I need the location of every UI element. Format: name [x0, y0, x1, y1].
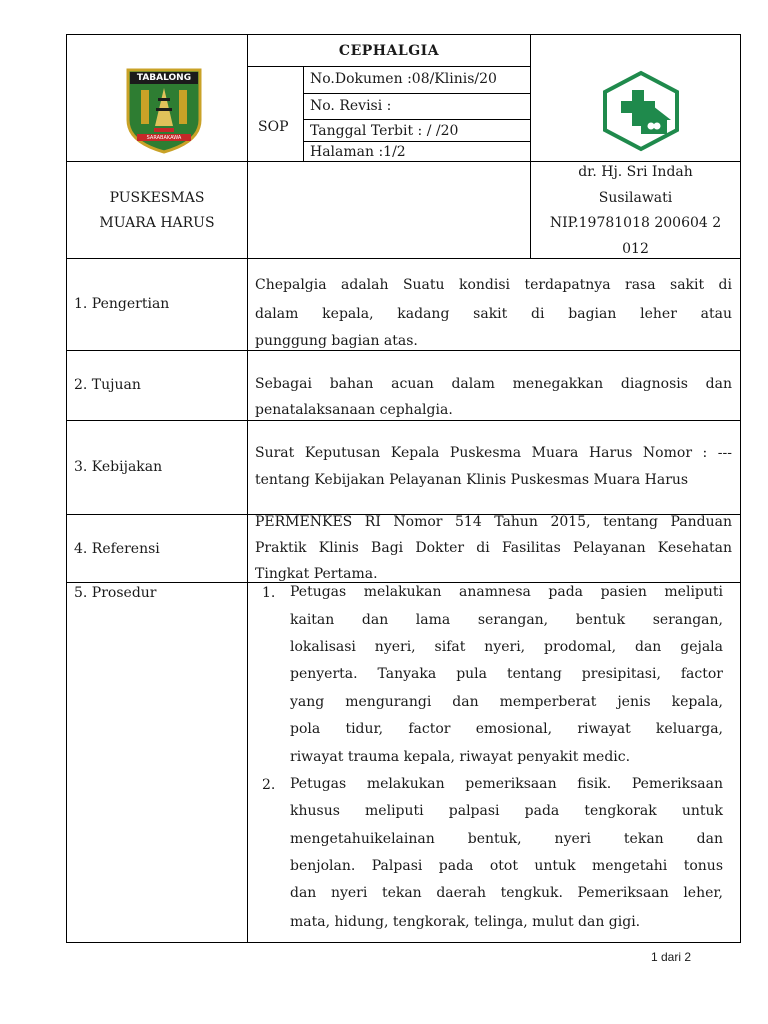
prosedur-item1-line7: riwayat trauma kepala, riwayat penyakit medic. — [290, 749, 631, 765]
prosedur-item1-number: 1. — [262, 585, 276, 601]
sop-label: SOP — [258, 119, 289, 135]
prosedur-item2-line2: khusus meliputi palpasi pada tengkorak untuk — [290, 803, 723, 819]
prosedur-item1-line4: penyerta. Tanyaka pula tentang presipitasi, factor — [290, 666, 723, 682]
referensi-line1: PERMENKES RI Nomor 514 Tahun 2015, tentang Panduan — [255, 514, 732, 530]
left-logo-banner: SARABAKAWA — [146, 135, 182, 141]
kebijakan-label: 3. Kebijakan — [74, 459, 163, 475]
document-title: CEPHALGIA — [338, 43, 440, 59]
page-number: Halaman :1/2 — [310, 144, 406, 160]
issue-date: Tanggal Terbit : / /20 — [310, 123, 459, 139]
doc-number: No.Dokumen :08/Klinis/20 — [310, 71, 497, 87]
revision-number: No. Revisi : — [310, 98, 392, 114]
prosedur-item2-line6: mata, hidung, tengkorak, telinga, mulut dan gigi. — [290, 914, 641, 930]
pengertian-line3: punggung bagian atas. — [255, 333, 418, 349]
kebijakan-line1: Surat Keputusan Kepala Puskesma Muara Harus Nomor : --- — [255, 445, 732, 461]
org-name-line2: MUARA HARUS — [99, 215, 215, 231]
tujuan-label: 2. Tujuan — [74, 377, 141, 393]
signer-nip-line2: 012 — [622, 241, 649, 257]
referensi-label: 4. Referensi — [74, 541, 160, 557]
prosedur-item2-line1: Petugas melakukan pemeriksaan fisik. Pemeriksaan — [290, 776, 723, 792]
left-logo — [125, 68, 203, 154]
signer-name-line2: Susilawati — [598, 190, 673, 206]
prosedur-item1-line1: Petugas melakukan anamnesa pada pasien meliputi — [290, 584, 723, 600]
left-logo-title: TABALONG — [136, 73, 192, 83]
referensi-line2: Praktik Klinis Bagi Dokter di Fasilitas Pelayanan Kesehatan — [255, 540, 732, 556]
prosedur-item2-number: 2. — [262, 777, 276, 793]
prosedur-label: 5. Prosedur — [74, 585, 157, 601]
pengertian-line1: Chepalgia adalah Suatu kondisi terdapatnya rasa sakit di — [255, 277, 732, 293]
prosedur-item1-line3: lokalisasi nyeri, sifat nyeri, prodomal, dan gejala — [290, 639, 723, 655]
prosedur-item2-line4: benjolan. Palpasi pada otot untuk mengetahi tonus — [290, 858, 723, 874]
prosedur-item2-line5: dan nyeri tekan daerah tengkuk. Pemeriksaan leher, — [290, 885, 723, 901]
prosedur-item1-line6: pola tidur, factor emosional, riwayat keluarga, — [290, 721, 723, 737]
prosedur-item2-line3: mengetahuikelainan bentuk, nyeri tekan dan — [290, 831, 723, 847]
prosedur-item1-line5: yang mengurangi dan memperberat jenis kepala, — [290, 694, 723, 710]
health-cross-icon — [601, 70, 681, 152]
tujuan-line1: Sebagai bahan acuan dalam menegakkan diagnosis dan — [255, 376, 732, 392]
signer-name-line1: dr. Hj. Sri Indah — [578, 164, 693, 180]
org-name-line1: PUSKESMAS — [109, 190, 205, 206]
pengertian-label: 1. Pengertian — [74, 296, 170, 312]
prosedur-item1-line2: kaitan dan lama serangan, bentuk serangan, — [290, 612, 723, 628]
kebijakan-line2: tentang Kebijakan Pelayanan Klinis Puskesmas Muara Harus — [255, 472, 689, 488]
signer-nip-line1: NIP.19781018 200604 2 — [549, 215, 722, 231]
referensi-line3: Tingkat Pertama. — [255, 566, 378, 582]
pengertian-line2: dalam kepala, kadang sakit di bagian leher atau — [255, 306, 732, 322]
page-footer: 1 dari 2 — [651, 950, 692, 964]
tujuan-line2: penatalaksanaan cephalgia. — [255, 402, 453, 418]
puskesmas-logo — [601, 70, 681, 152]
